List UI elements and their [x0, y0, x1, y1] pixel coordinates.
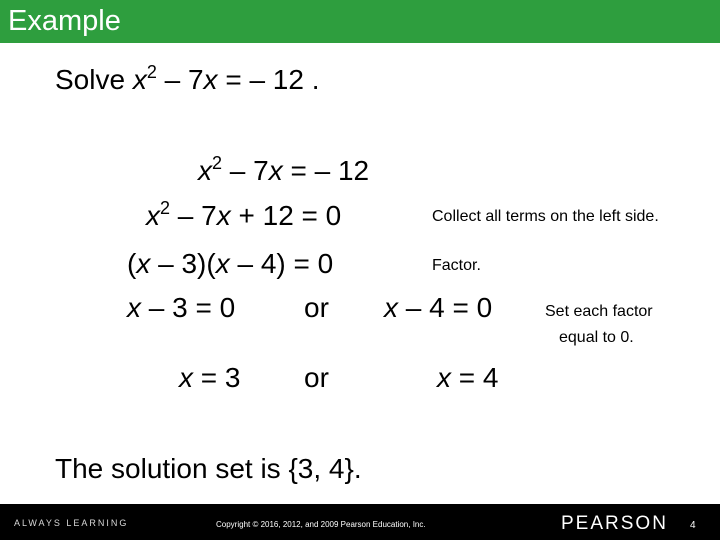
footer-copyright: Copyright © 2016, 2012, and 2009 Pearson Education, Inc.	[216, 520, 426, 529]
step-4-right-equation	[384, 294, 492, 322]
problem-prefix: Solve	[55, 64, 133, 95]
step-2-exponent: 2	[160, 198, 171, 218]
step-2-equation	[146, 198, 342, 231]
step-3-equation	[127, 250, 333, 278]
step-2-tail: + 12 = 0	[230, 200, 342, 231]
step-1-var: x	[198, 155, 212, 186]
step-1-mid: – 7	[222, 155, 269, 186]
footer-bar	[0, 504, 720, 540]
step-5-left-rest: = 3	[193, 362, 241, 393]
problem-var2: x	[203, 64, 218, 95]
note-collect-terms: Collect all terms on the left side.	[432, 208, 659, 225]
problem-exponent: 2	[146, 62, 157, 82]
step-1-equation	[198, 153, 370, 186]
step-5-right-var: x	[437, 362, 451, 393]
slide-title: Example	[8, 5, 121, 37]
step-5-left-equation	[179, 364, 240, 392]
step-2-var: x	[146, 200, 160, 231]
step-5-right-rest: = 4	[451, 362, 499, 393]
solution-set-statement: The solution set is {3, 4}.	[55, 453, 362, 484]
step-2-mid: – 7	[170, 200, 217, 231]
page-number: 4	[690, 520, 696, 531]
step-3-v2: x	[215, 248, 230, 279]
problem-tail: = – 12 .	[217, 64, 320, 95]
step-1-tail: = – 12	[282, 155, 370, 186]
step-3-p3: – 4) = 0	[229, 248, 334, 279]
step-3-p1: (	[127, 248, 137, 279]
step-4-right-rest: – 4 = 0	[398, 292, 493, 323]
step-4-left-rest: – 3 = 0	[141, 292, 236, 323]
footer-tagline: ALWAYS LEARNING	[14, 518, 129, 528]
step-4-left-equation	[127, 294, 235, 322]
step-2-var2: x	[216, 200, 231, 231]
note-factor: Factor.	[432, 257, 481, 274]
step-5-left-var: x	[179, 362, 193, 393]
step-1-exponent: 2	[212, 153, 223, 173]
pearson-logo: PEARSON	[561, 513, 668, 534]
step-4-left-var: x	[127, 292, 141, 323]
step-5-or: or	[304, 362, 329, 393]
note-equal-to-zero: equal to 0.	[559, 329, 634, 346]
step-1-var2: x	[268, 155, 283, 186]
step-4-or: or	[304, 292, 329, 323]
problem-var: x	[132, 64, 147, 95]
title-bar	[0, 0, 720, 43]
problem-mid: – 7	[156, 64, 204, 95]
step-5-right-equation	[437, 364, 498, 392]
problem-statement	[55, 62, 320, 95]
step-3-p2: – 3)(	[150, 248, 216, 279]
step-3-v1: x	[136, 248, 151, 279]
step-4-right-var: x	[384, 292, 398, 323]
note-set-each-factor: Set each factor	[545, 303, 653, 320]
